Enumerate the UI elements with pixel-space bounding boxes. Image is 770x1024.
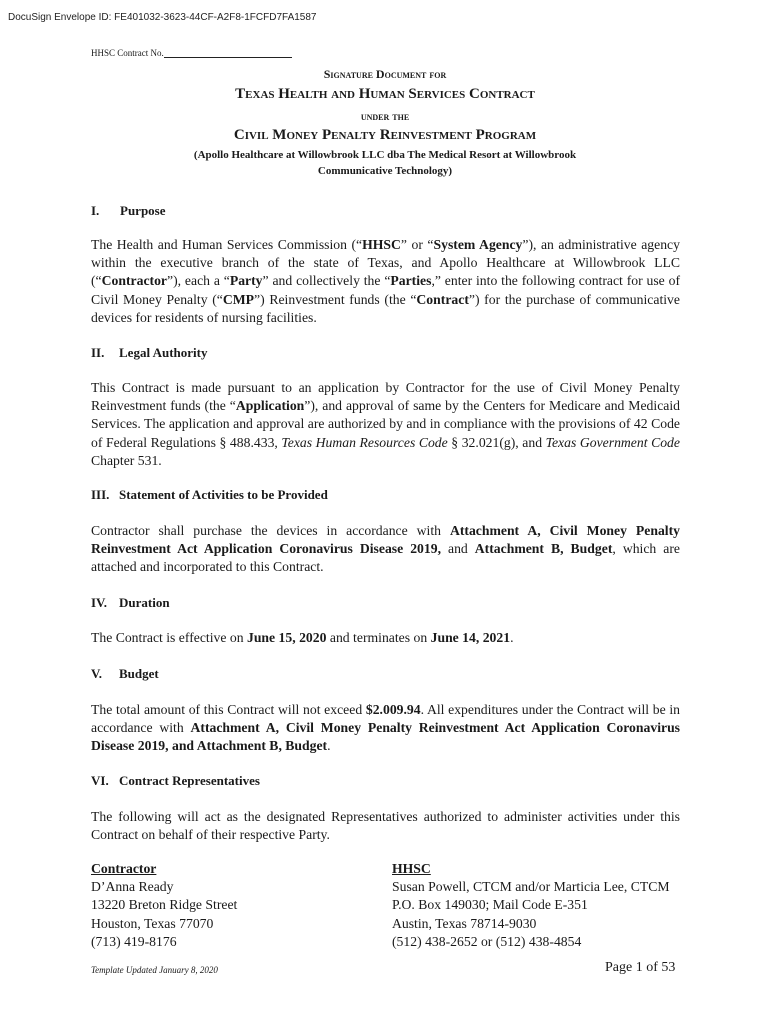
section-6-number: VI. (91, 773, 109, 788)
section-4-heading (91, 595, 170, 611)
section-4-number: IV. (91, 595, 108, 610)
title-parties (0, 147, 770, 179)
section-2-title: Legal Authority (119, 345, 208, 360)
section-6-body: The following will act as the designated Representatives authorized to administer activities under this Contract on behalf of their respective Party. (91, 809, 680, 843)
contract-number-blank (164, 47, 292, 58)
contract-number-label: HHSC Contract No. (91, 48, 164, 58)
envelope-id: DocuSign Envelope ID: FE401032-3623-44CF-A2F8-1FCFD7FA1587 (8, 12, 317, 23)
contract-number (91, 47, 292, 58)
section-1-number: I. (91, 203, 100, 218)
section-3-title: Statement of Activities to be Provided (119, 487, 328, 502)
section-1-heading (91, 203, 166, 219)
hhsc-address-2: Austin, Texas 78714-9030 (392, 915, 537, 931)
section-3-heading (91, 487, 328, 503)
section-5-title: Budget (119, 666, 159, 681)
contractor-address-1: 13220 Breton Ridge Street (91, 897, 238, 913)
section-6-heading (91, 773, 260, 789)
section-1-body: The Health and Human Services Commission (“HHSC” or “System Agency”), an administrative agency within the executive branch of the state of Texas, and Apollo Healthcare at Willowbrook LLC (“Contractor”), each a “Party” and collectively the “Parties,” enter into the following contract for use of Civil Money Penalty (“CMP”) Reinvestment funds (the “Contract”) for the purchase of communicative devices for residents of nursing facilities. (91, 237, 681, 325)
section-5-number: V. (91, 666, 102, 681)
contractor-heading: Contractor (91, 861, 157, 876)
hhsc-phone: (512) 438-2652 or (512) 438-4854 (392, 933, 582, 949)
section-2-body: This Contract is made pursuant to an application by Contractor for the use of Civil Money Penalty Reinvestment funds (the “Application”), and approval of same by the Centers for Medicare and Medicaid Services. The application and approval are authorized by and in compliance with the provisions of 42 Code of Federal Regulations § 488.433, Texas Human Resources Code § 32.021(g), and Texas Government Code Chapter 531. (91, 380, 680, 468)
section-6-title: Contract Representatives (119, 773, 260, 788)
hhsc-heading: HHSC (392, 861, 431, 876)
section-5-heading (91, 666, 159, 682)
title-program: Civil Money Penalty Reinvestment Program (233, 127, 537, 143)
contractor-phone: (713) 419-8176 (91, 933, 177, 949)
section-3-number: III. (91, 487, 110, 502)
page-number: Page 1 of 53 (605, 960, 676, 975)
section-4-title: Duration (119, 595, 170, 610)
section-5-body: The total amount of this Contract will not exceed $2.009.94. All expenditures under the Contract will be in accordance with Attachment A, Civil Money Penalty Reinvestment Act Application Coronavirus Disease 2019, and Attachment B, Budget. (91, 702, 681, 754)
section-3-body: Contractor shall purchase the devices in accordance with Attachment A, Civil Money Penalty Reinvestment Act Application Coronavirus Disease 2019, and Attachment B, Budget, which are attached and incorporated to this Contract. (91, 523, 681, 575)
title-under-the: under the (360, 109, 410, 123)
title-parties-line2: Communicative Technology) (317, 165, 453, 177)
title-signature-document: Signature Document for (323, 67, 447, 81)
contractor-representative (91, 860, 237, 951)
contractor-name: D’Anna Ready (91, 879, 174, 895)
section-4-body: The Contract is effective on June 15, 2020 and terminates on June 14, 2021. (91, 630, 514, 645)
contractor-address-2: Houston, Texas 77070 (91, 915, 214, 931)
hhsc-representative (392, 860, 670, 951)
section-2-number: II. (91, 345, 105, 360)
template-updated-note: Template Updated January 8, 2020 (91, 965, 218, 975)
hhsc-name: Susan Powell, CTCM and/or Marticia Lee, CTCM (392, 879, 670, 895)
section-1-title: Purpose (120, 203, 166, 218)
title-contract: Texas Health and Human Services Contract (235, 86, 535, 102)
title-parties-line1: (Apollo Healthcare at Willowbrook LLC dba The Medical Resort at Willowbrook (193, 149, 577, 161)
hhsc-address-1: P.O. Box 149030; Mail Code E-351 (392, 897, 588, 913)
section-2-heading (91, 345, 207, 361)
